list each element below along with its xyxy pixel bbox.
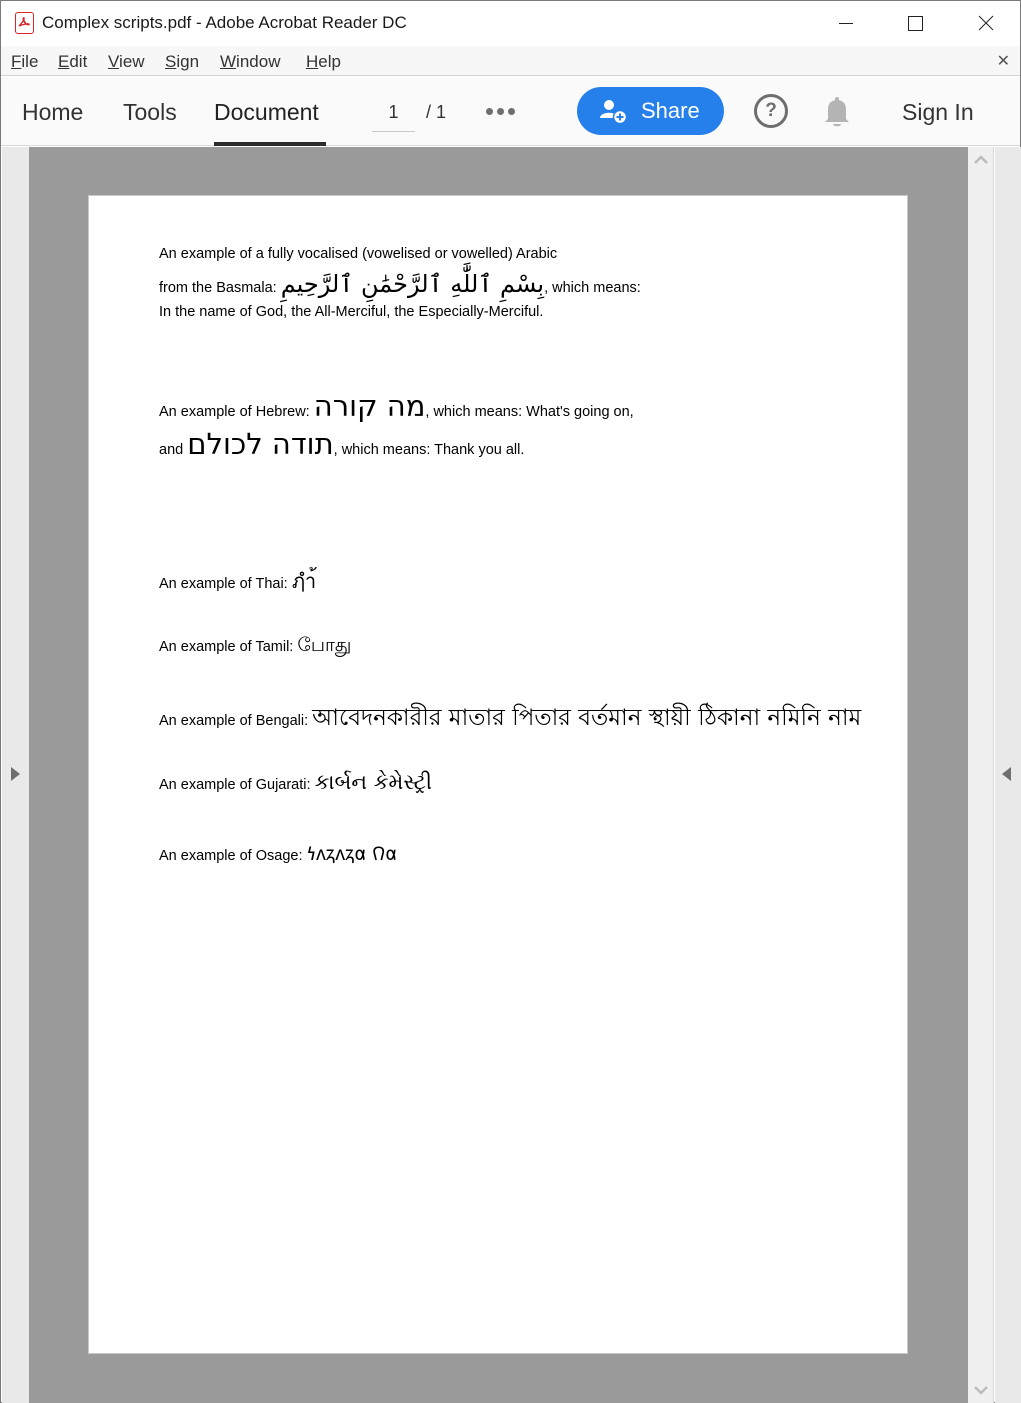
more-dot-icon: [497, 108, 504, 115]
doc-line-arabic-intro: An example of a fully vocalised (vowelised or vowelled) Arabic: [159, 246, 558, 262]
doc-line-arabic-meaning: In the name of God, the All-Merciful, the Especially-Merciful.: [159, 304, 544, 320]
menu-view-mnemonic: V: [108, 52, 120, 71]
minimize-button[interactable]: [824, 1, 870, 46]
minimize-icon: [824, 1, 870, 46]
bell-icon: [821, 95, 853, 129]
tab-document[interactable]: Document: [214, 99, 319, 125]
menu-edit-mnemonic: E: [58, 52, 70, 71]
gujarati-text: કાર્બન કેમેસ્ટ્રી: [314, 770, 432, 794]
doc-line-bengali: [159, 699, 861, 738]
right-panel-collapsed: [995, 147, 1021, 1403]
scroll-down-icon[interactable]: [974, 1385, 988, 1395]
menu-file-label: ile: [21, 52, 39, 71]
menu-sign[interactable]: [165, 52, 199, 72]
menu-edit-label: dit: [69, 52, 88, 71]
help-button[interactable]: [754, 94, 788, 128]
text-prefix: An example of Tamil:: [159, 639, 298, 655]
text-suffix: , which means: What's going on,: [425, 404, 634, 420]
tamil-text: போது: [297, 634, 352, 656]
text-prefix: An example of Osage:: [159, 848, 307, 864]
more-dot-icon: [508, 108, 515, 115]
notifications-button[interactable]: [821, 95, 853, 129]
menu-view[interactable]: [108, 52, 145, 72]
text-suffix: , which means:: [544, 280, 641, 296]
pdf-page: [88, 195, 908, 1354]
menu-window-label: indow: [236, 52, 281, 71]
menu-view-label: iew: [119, 52, 145, 71]
menu-help-mnemonic: H: [306, 52, 319, 71]
share-label: Share: [641, 98, 700, 123]
menu-bar: [1, 46, 1020, 76]
menu-edit[interactable]: [58, 52, 87, 72]
menu-window[interactable]: [220, 52, 280, 72]
scroll-up-icon[interactable]: [974, 155, 988, 165]
doc-line-thai: [159, 565, 316, 597]
left-panel-collapsed: [2, 147, 29, 1403]
vertical-scrollbar[interactable]: [968, 147, 994, 1403]
page-total: / 1: [426, 102, 447, 122]
doc-line-osage: [159, 840, 397, 866]
thai-text: ฦำ้: [291, 569, 317, 593]
text-prefix: and: [159, 442, 188, 458]
menu-file[interactable]: [11, 52, 38, 72]
menu-file-mnemonic: F: [11, 52, 22, 71]
tab-home[interactable]: Home: [22, 99, 84, 125]
expand-right-panel-icon[interactable]: [1002, 767, 1011, 781]
active-tab-indicator: [214, 142, 326, 146]
doc-line-hebrew-2: [159, 427, 524, 461]
more-dot-icon: [486, 108, 493, 115]
acrobat-pdf-icon: [15, 12, 34, 34]
menu-help[interactable]: [306, 52, 341, 72]
doc-line-hebrew-1: [159, 389, 634, 423]
menu-window-mnemonic: W: [220, 52, 237, 71]
text-prefix: An example of Gujarati:: [159, 777, 315, 793]
more-options-button[interactable]: [486, 108, 516, 116]
text-prefix: An example of Hebrew:: [159, 404, 314, 420]
menu-help-label: elp: [318, 52, 341, 71]
bengali-text: আবেদনকারীর মাতার পিতার বর্তমান স্থায়ী ঠিকানা নমিনি নাম: [312, 705, 862, 731]
maximize-icon: [892, 1, 938, 46]
share-button[interactable]: [577, 87, 724, 135]
text-prefix: An example of Bengali:: [159, 713, 313, 729]
text-prefix: from the Basmala:: [159, 280, 281, 296]
window-title: Complex scripts.pdf - Adobe Acrobat Reader DC: [42, 13, 407, 32]
menu-sign-mnemonic: S: [165, 52, 177, 71]
close-icon: [963, 1, 1009, 46]
hebrew-text: תודה לכולם: [187, 427, 334, 461]
tab-tools[interactable]: Tools: [123, 99, 177, 125]
maximize-button[interactable]: [892, 1, 938, 46]
help-icon: ?: [765, 100, 777, 121]
doc-line-gujarati: [159, 770, 432, 795]
sign-in-button[interactable]: Sign In: [902, 99, 974, 125]
toolbar: [1, 77, 1020, 146]
menu-sign-label: ign: [176, 52, 200, 71]
close-document-button[interactable]: ✕: [996, 53, 1010, 70]
close-window-button[interactable]: [963, 1, 1009, 46]
title-bar: [1, 1, 1020, 46]
page-number-input[interactable]: 1: [372, 100, 415, 132]
doc-line-tamil: [159, 634, 351, 659]
add-user-icon: [599, 98, 629, 124]
arabic-basmala-text: بِسْمِ ٱللَّٰهِ ٱلرَّحْمَٰنِ ٱلرَّحِيمِ: [280, 270, 545, 298]
osage-text: 𐓏𐓘𐓻𐓘𐓻𐓟 𐒻𐓟: [306, 843, 397, 865]
text-suffix: , which means: Thank you all.: [333, 442, 525, 458]
text-prefix: An example of Thai:: [159, 576, 292, 592]
hebrew-text: מה קורה: [313, 389, 426, 423]
expand-left-panel-icon[interactable]: [11, 767, 20, 781]
doc-line-arabic: [159, 270, 641, 298]
